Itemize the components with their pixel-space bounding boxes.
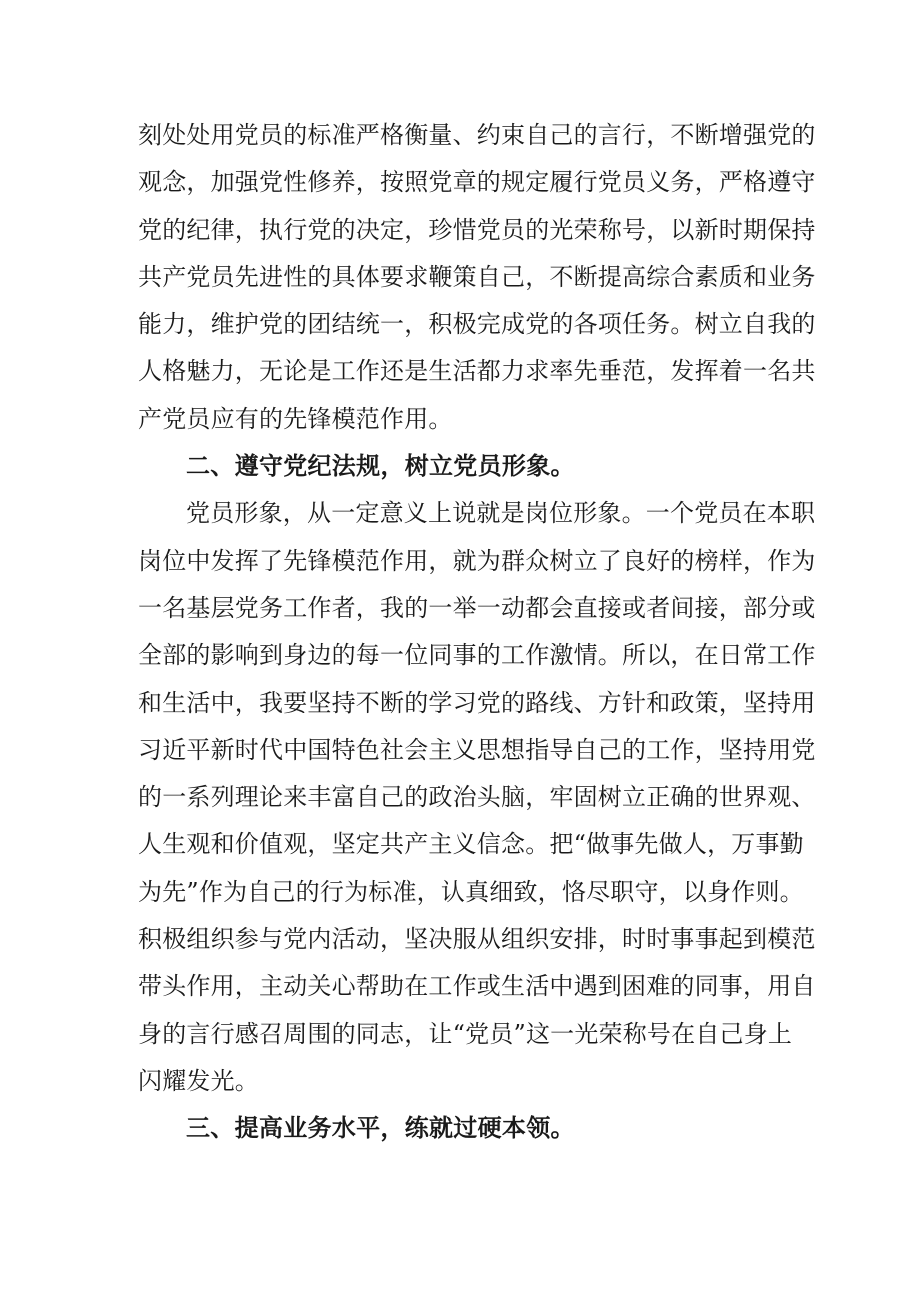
paragraph-line: 产党员应有的先锋模范作用。 [138, 404, 453, 433]
paragraph-line: 党员形象，从一定意义上说就是岗位形象。一个党员在本职 [186, 499, 816, 528]
paragraph-line: 带头作用，主动关心帮助在工作或生活中遇到困难的同事，用自 [138, 972, 816, 1001]
paragraph-line: 闪耀发光。 [138, 1066, 259, 1095]
paragraph-line: 和生活中，我要坚持不断的学习党的路线、方针和政策，坚持用 [138, 688, 816, 717]
paragraph-2 [138, 490, 816, 1105]
paragraph-line: 人格魅力，无论是工作还是生活都力求率先垂范，发挥着一名共 [138, 357, 816, 386]
paragraph-line: 共产党员先进性的具体要求鞭策自己，不断提高综合素质和业务 [138, 262, 816, 291]
paragraph-line: 一名基层党务工作者，我的一举一动都会直接或者间接，部分或 [138, 593, 816, 622]
paragraph-1 [138, 112, 816, 443]
paragraph-line: 习近平新时代中国特色社会主义思想指导自己的工作，坚持用党 [138, 735, 816, 764]
paragraph-line: 岗位中发挥了先锋模范作用，就为群众树立了良好的榜样，作为 [138, 546, 816, 575]
paragraph-line: 能力，维护党的团结统一，积极完成党的各项任务。树立自我的 [138, 310, 816, 339]
paragraph-line: 身的言行感召周围的同志，让“党员”这一光荣称号在自己身上 [138, 1019, 793, 1048]
paragraph-line: 人生观和价值观，坚定共产主义信念。把“做事先做人，万事勤 [138, 830, 804, 859]
paragraph-line: 积极组织参与党内活动，坚决服从组织安排，时时事事起到模范 [138, 925, 816, 954]
paragraph-line: 刻处处用党员的标准严格衡量、约束自己的言行，不断增强党的 [138, 121, 816, 149]
document-page [138, 112, 816, 1153]
paragraph-line: 观念，加强党性修养，按照党章的规定履行党员义务，严格遵守 [138, 168, 816, 197]
section-heading-3: 三、提高业务水平，练就过硬本领。 [186, 1114, 575, 1143]
paragraph-line: 党的纪律，执行党的决定，珍惜党员的光荣称号，以新时期保持 [138, 215, 816, 244]
paragraph-line: 的一系列理论来丰富自己的政治头脑，牢固树立正确的世界观、 [138, 783, 816, 812]
paragraph-line: 全部的影响到身边的每一位同事的工作激情。所以，在日常工作 [138, 641, 816, 670]
paragraph-line: 为先”作为自己的行为标准，认真细致，恪尽职守，以身作则。 [138, 877, 804, 906]
section-heading-2: 二、遵守党纪法规，树立党员形象。 [186, 452, 575, 481]
